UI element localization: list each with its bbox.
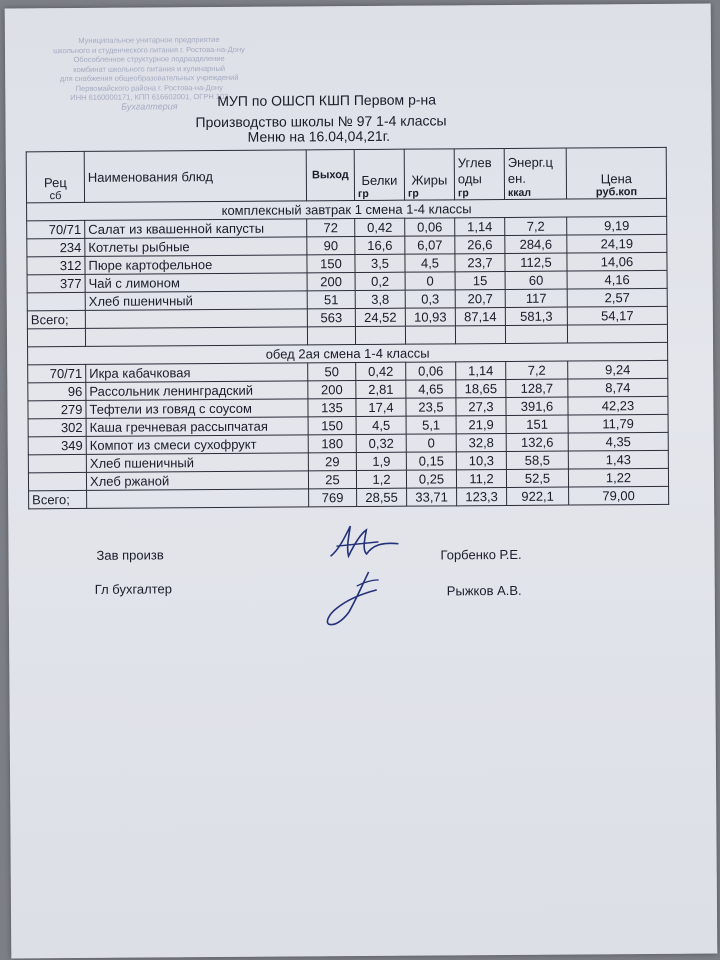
table-cell: 9,24 <box>568 360 668 379</box>
table-cell <box>85 327 307 347</box>
table-cell: 14,06 <box>567 252 667 271</box>
table-cell: 23,7 <box>455 253 505 271</box>
total-row <box>29 486 669 508</box>
table-cell: 1,43 <box>568 450 668 469</box>
table-cell: 4,65 <box>406 380 456 398</box>
col-header-dish: Наименования блюд <box>84 150 306 203</box>
table-cell: 50 <box>308 363 356 381</box>
table-cell: 284,6 <box>505 235 567 253</box>
table-cell: Хлеб пшеничный <box>85 291 307 311</box>
table-cell <box>28 454 86 472</box>
table-cell: 72 <box>307 219 355 237</box>
table-cell: 200 <box>308 381 356 399</box>
section-title: обед 2ая смена 1-4 классы <box>28 342 668 364</box>
stamp-line: Бухгалтерия <box>121 101 178 112</box>
menu-table-body <box>27 198 669 508</box>
stamp-line: Обособленное структурное подразделение <box>73 53 225 64</box>
table-cell: Хлеб пшеничный <box>86 453 308 473</box>
table-cell: 1,14 <box>455 217 505 235</box>
table-cell: Каша гречневая рассыпчатая <box>86 417 308 437</box>
table-cell: 302 <box>28 418 86 436</box>
stamp-line: ИНН 6160000171, КПП 616602001, ОГРН 102 <box>70 91 229 103</box>
table-cell: 123,3 <box>457 487 507 505</box>
table-cell: Салат из квашенной капусты <box>85 219 307 239</box>
table-cell: Чай с лимоном <box>85 273 307 293</box>
table-cell: 0,42 <box>356 362 406 380</box>
table-cell: 135 <box>308 399 356 417</box>
signature-production-head <box>326 520 402 563</box>
table-cell <box>27 292 85 310</box>
stamp-line: Первомайского района г. Ростова-на-Дону <box>75 82 223 93</box>
table-cell: 4,16 <box>567 270 667 289</box>
table-cell: 52,5 <box>506 469 568 487</box>
document-sheet <box>5 4 718 959</box>
table-cell: 922,1 <box>507 487 569 505</box>
table-cell: 0,25 <box>406 470 456 488</box>
table-cell: 15 <box>455 271 505 289</box>
table-cell: 7,2 <box>506 361 568 379</box>
table-cell: 6,07 <box>405 236 455 254</box>
table-cell: 150 <box>308 417 356 435</box>
table-cell: 150 <box>307 255 355 273</box>
table-cell: 769 <box>309 489 357 507</box>
table-cell: 0 <box>406 434 456 452</box>
table-cell: 0,42 <box>355 218 405 236</box>
table-cell: 1,9 <box>356 452 406 470</box>
table-cell: 151 <box>506 415 568 433</box>
table-cell <box>455 325 505 343</box>
col-header-price: Цена руб.коп <box>566 147 666 199</box>
table-cell: 1,2 <box>356 470 406 488</box>
col-header-carbs: Углев оды гр <box>454 148 504 199</box>
table-cell: 9,19 <box>567 216 667 235</box>
table-cell: 8,74 <box>568 378 668 397</box>
table-cell <box>307 327 355 345</box>
col-header-protein: Белки гр <box>354 149 404 200</box>
chief-accountant-title: Гл бухгалтер <box>94 581 173 597</box>
production-head-name: Горбенко Р.Е. <box>440 546 522 563</box>
table-cell <box>567 324 667 343</box>
table-cell: 26,6 <box>455 235 505 253</box>
table-cell: 0,3 <box>405 290 455 308</box>
table-cell: 16,6 <box>355 236 405 254</box>
col-header-yield: Выход <box>306 150 354 201</box>
stamp-line: комбинат школьного питания и кулинарный <box>73 63 226 74</box>
org-title: МУП по ОШСП КШП Первом р-на <box>217 91 437 109</box>
table-cell: 112,5 <box>505 253 567 271</box>
table-cell: 132,6 <box>506 433 568 451</box>
menu-table <box>26 147 669 509</box>
table-cell: 2,57 <box>567 288 667 307</box>
table-cell: 90 <box>307 237 355 255</box>
table-cell: 29 <box>308 453 356 471</box>
table-cell <box>355 326 405 344</box>
table-cell: Компот из смеси сухофрукт <box>86 435 308 455</box>
table-cell <box>27 328 85 346</box>
table-cell: 391,6 <box>506 397 568 415</box>
table-cell <box>28 472 86 490</box>
table-cell: 349 <box>28 436 86 454</box>
table-cell: 33,71 <box>407 488 457 506</box>
table-cell: 0,06 <box>406 362 456 380</box>
table-cell: 51 <box>307 291 355 309</box>
table-cell: 1,14 <box>456 361 506 379</box>
table-cell: 234 <box>27 238 85 256</box>
table-cell: 3,5 <box>355 254 405 272</box>
table-cell: 28,55 <box>357 488 407 506</box>
table-cell: 17,4 <box>356 398 406 416</box>
menu-date: Меню на 16.04,04,21г. <box>247 127 391 145</box>
table-cell: 4,5 <box>405 254 455 272</box>
table-cell: 279 <box>28 400 86 418</box>
table-cell: Икра кабачковая <box>86 363 308 383</box>
col-header-rec: Рец сб <box>26 151 84 202</box>
table-cell: 0,2 <box>355 272 405 290</box>
table-cell: 180 <box>308 435 356 453</box>
table-cell: 4,5 <box>356 416 406 434</box>
table-cell: 563 <box>307 309 355 327</box>
table-cell <box>405 326 455 344</box>
table-cell: 79,00 <box>569 486 669 505</box>
table-cell: 128,7 <box>506 379 568 397</box>
table-cell: 11,79 <box>568 414 668 433</box>
table-cell: 0,06 <box>405 218 455 236</box>
col-header-energy: Энерг.ц ен. ккал <box>504 148 566 199</box>
table-cell: 70/71 <box>27 220 85 238</box>
table-cell: 70/71 <box>28 364 86 382</box>
table-cell <box>505 325 567 343</box>
table-cell: 3,8 <box>355 290 405 308</box>
table-cell: 1,22 <box>568 468 668 487</box>
table-cell: 0 <box>405 272 455 290</box>
table-cell <box>85 309 307 329</box>
table-header-row <box>26 147 666 202</box>
table-cell: 20,7 <box>455 289 505 307</box>
stamp-line: Муниципальное унитарное предприятие <box>78 34 220 45</box>
table-cell: 581,3 <box>505 307 567 325</box>
table-cell: 96 <box>28 382 86 400</box>
table-cell: Хлеб ржаной <box>86 471 308 491</box>
table-cell: 27,3 <box>456 397 506 415</box>
table-cell: 25 <box>308 471 356 489</box>
col-header-fat: Жиры гр <box>404 149 454 200</box>
table-cell: 200 <box>307 273 355 291</box>
table-cell: 87,14 <box>455 307 505 325</box>
section-title: комплексный завтрак 1 смена 1-4 классы <box>27 198 667 220</box>
table-cell: 42,23 <box>568 396 668 415</box>
table-cell: 377 <box>27 274 85 292</box>
table-cell: 117 <box>505 289 567 307</box>
stamp-line: для снабжения общеобразовательных учреждений <box>59 72 239 84</box>
table-cell: 23,5 <box>406 398 456 416</box>
table-cell: 11,2 <box>456 469 506 487</box>
table-cell: 18,65 <box>456 379 506 397</box>
table-cell: 10,93 <box>405 308 455 326</box>
table-cell: 54,17 <box>567 306 667 325</box>
table-cell: Всего; <box>27 310 85 328</box>
table-cell: 24,52 <box>355 308 405 326</box>
table-cell: 10,3 <box>456 451 506 469</box>
table-cell: Котлеты рыбные <box>85 237 307 257</box>
table-cell: 24,19 <box>567 234 667 253</box>
table-cell: 312 <box>27 256 85 274</box>
table-cell: 4,35 <box>568 432 668 451</box>
table-cell: 0,32 <box>356 434 406 452</box>
table-cell: 5,1 <box>406 416 456 434</box>
table-cell <box>87 489 309 509</box>
table-cell: 2,81 <box>356 380 406 398</box>
table-cell: 32,8 <box>456 433 506 451</box>
table-cell: Пюре картофельное <box>85 255 307 275</box>
stamp-line: школьного и студенческого питания г. Ростова-на-Дону <box>53 44 245 55</box>
table-cell: 21,9 <box>456 415 506 433</box>
production-head-title: Зав произв <box>96 547 164 563</box>
chief-accountant-name: Рыжков А.В. <box>446 582 522 599</box>
table-cell: 7,2 <box>505 217 567 235</box>
table-cell: Рассольник ленинградский <box>86 381 308 401</box>
production-title: Производство школы № 97 1-4 классы <box>195 112 447 131</box>
table-cell: 58,5 <box>506 451 568 469</box>
table-cell: Всего; <box>29 490 87 508</box>
table-cell: 60 <box>505 271 567 289</box>
table-cell: Тефтели из говяд с соусом <box>86 399 308 419</box>
signature-chief-accountant <box>321 568 391 630</box>
table-cell: 0,15 <box>406 452 456 470</box>
